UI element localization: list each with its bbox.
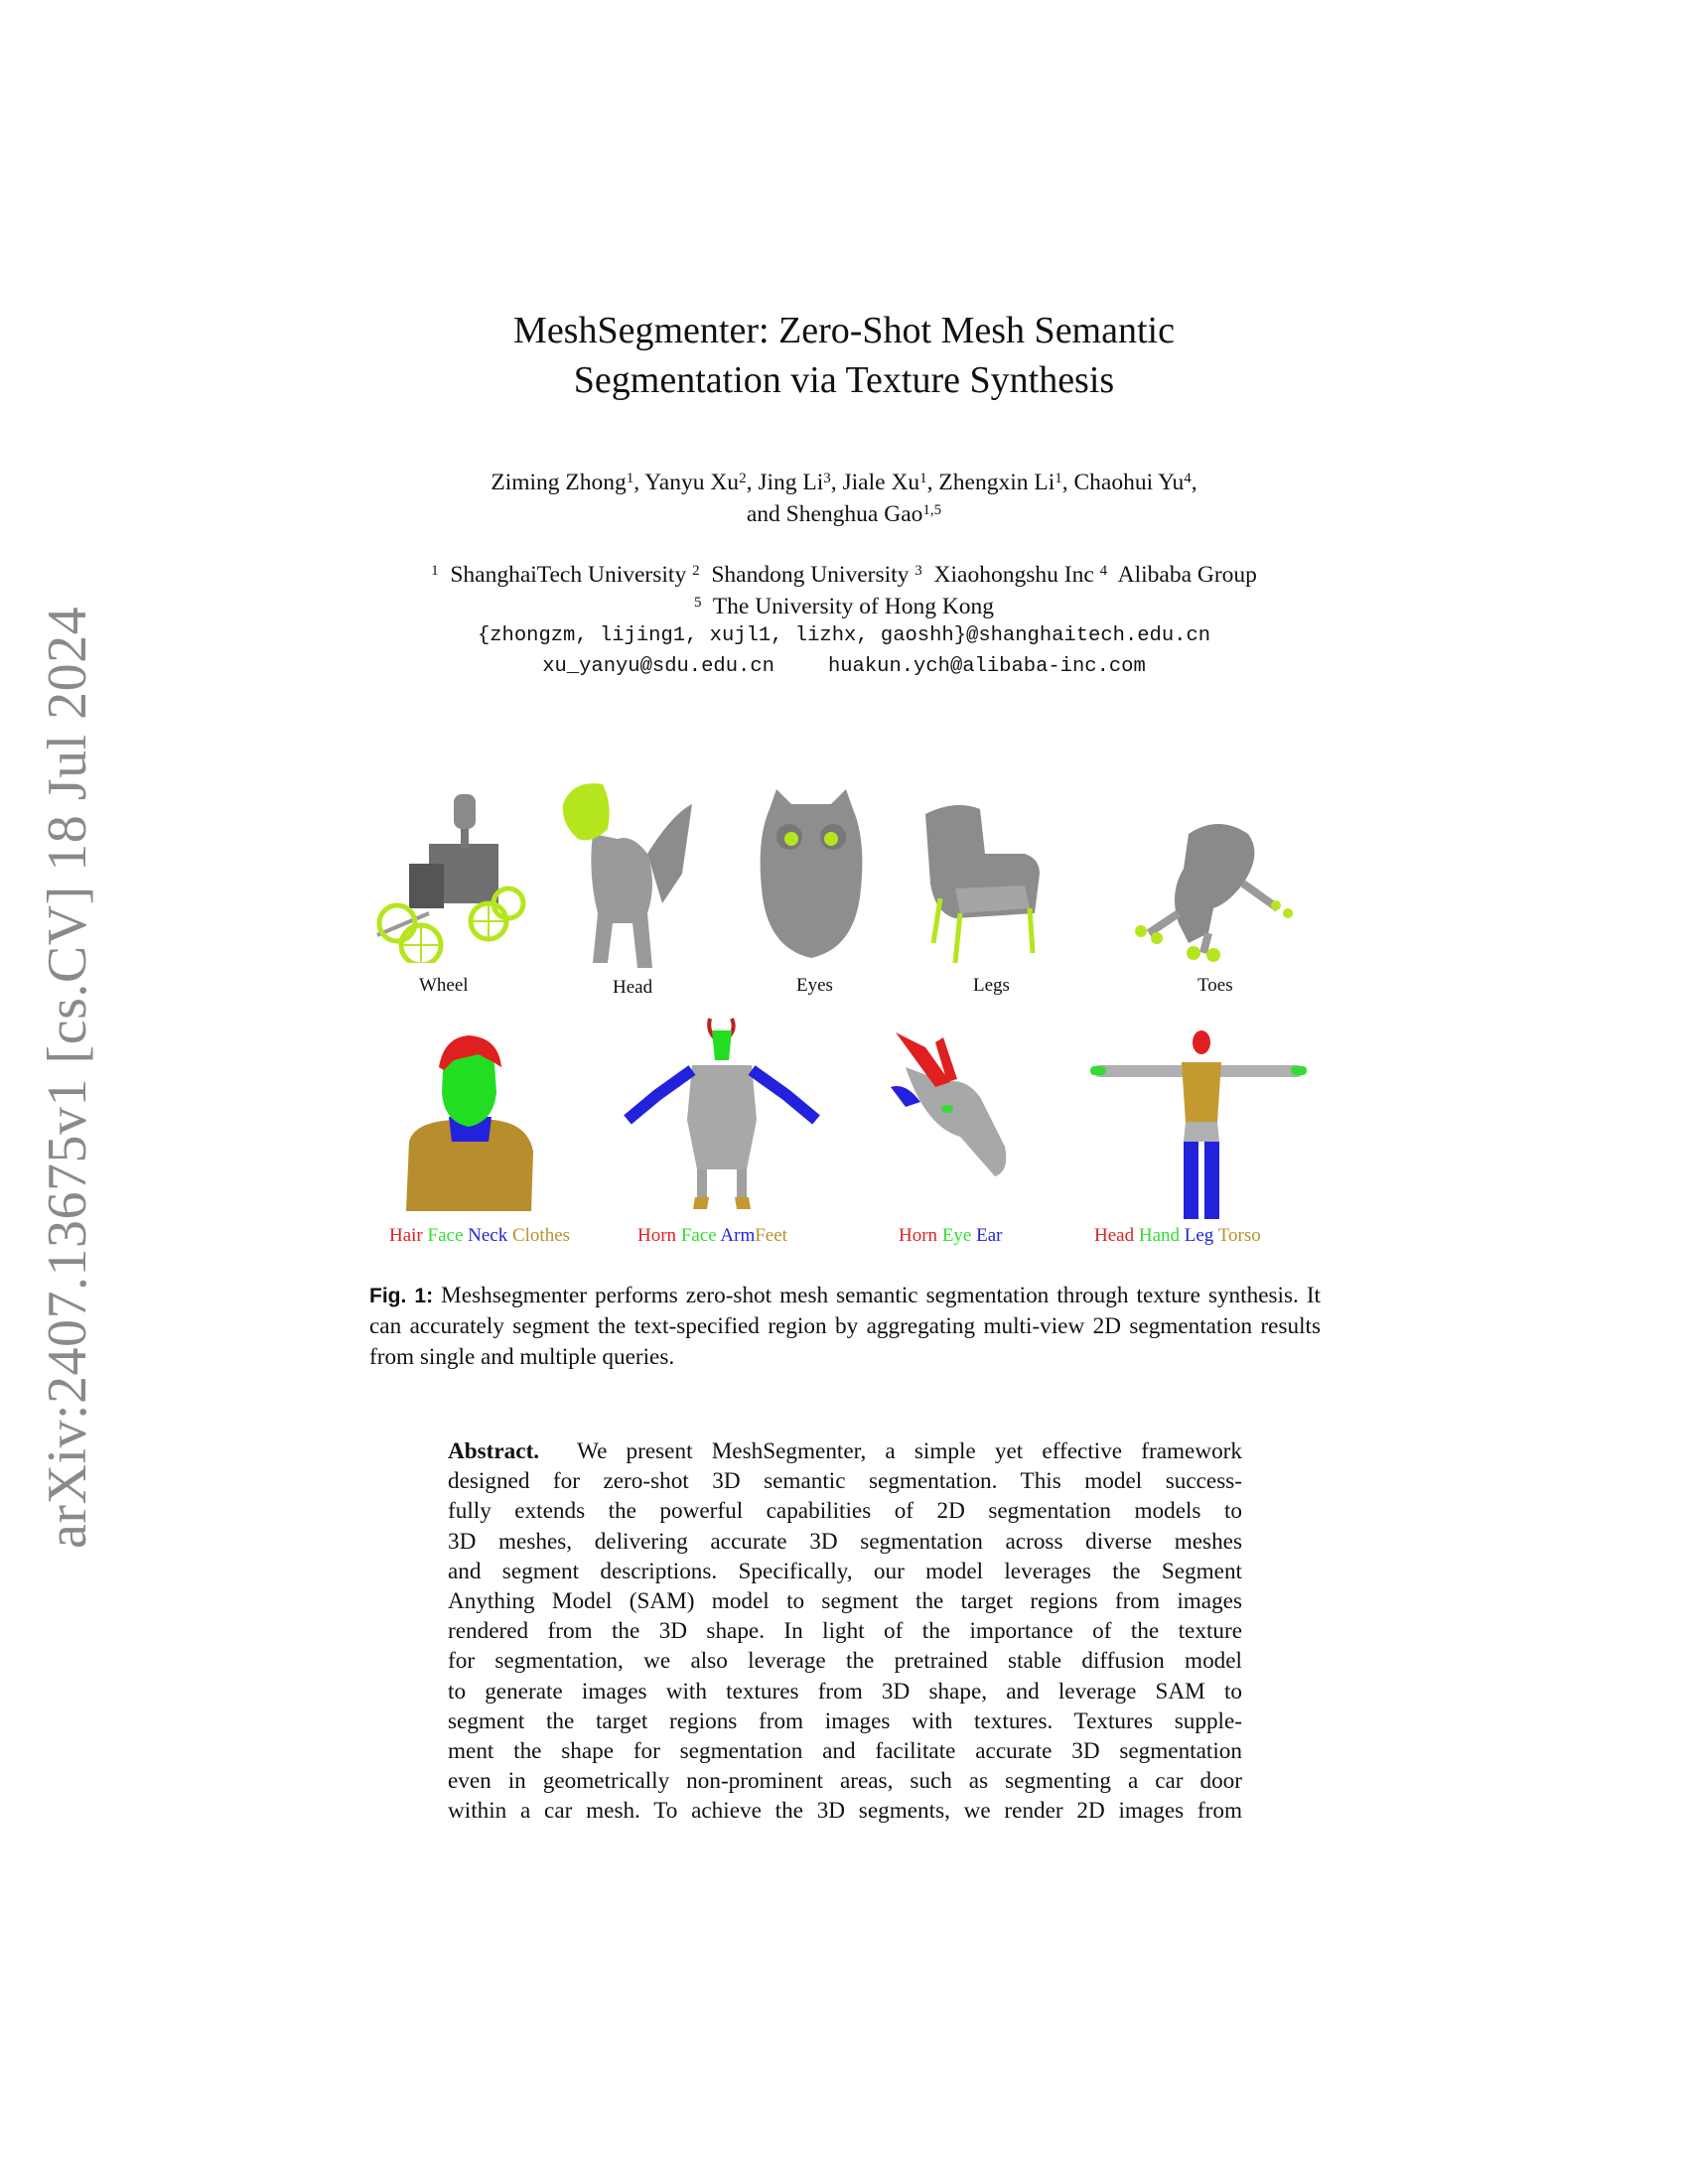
email-address[interactable]: huakun.ych@alibaba-inc.com [827,655,1146,678]
abstract-line: Anything Model (SAM) model to segment the target regions from images [448,1588,1242,1615]
abstract-line: and segment descriptions. Specifically, our model leverages the Segment [448,1558,1242,1584]
figure-image-bust [394,1032,543,1216]
segment-label: Ear [976,1225,1003,1246]
author-affiliation-mark: 1 [1055,471,1062,486]
author-affiliation-mark: 1 [626,471,634,486]
email-list [0,620,1688,682]
segment-label: Hand [1138,1225,1180,1246]
affiliation-number: 1 [431,563,439,579]
abstract-line: designed for zero-shot 3D semantic segmentation. This model success- [448,1468,1242,1495]
abstract-line: ment the shape for segmentation and facilitate accurate 3D segmentation [448,1738,1242,1765]
author-name: Yanyu Xu [644,470,740,495]
affiliation-number: 5 [693,595,702,611]
affiliation-name: Xiaohongshu Inc [933,562,1094,588]
figure-image-minotaur [608,1011,836,1214]
abstract-heading: Abstract. [448,1438,540,1464]
abstract-line: within a car mesh. To achieve the 3D segments, we render 2D images from [448,1798,1242,1825]
email-address[interactable]: xu_yanyu@sdu.edu.cn [542,655,774,678]
affiliation-name: Alibaba Group [1117,562,1257,588]
figure-label: Toes [1197,975,1233,996]
affiliation-list [0,559,1688,622]
segment-label: Face [427,1225,464,1246]
author-conjunction: and [746,501,780,527]
figure-label: Wheel [419,975,469,996]
figure-label-group [637,1225,787,1247]
author-affiliation-mark: 1,5 [922,502,942,518]
figure-label: Head [613,977,653,998]
figure-caption [369,1281,1321,1373]
figure-image-frog [1129,814,1298,963]
arxiv-identifier-stamp: arXiv:2407.13675v1 [cs.CV] 18 Jul 2024 [37,606,98,1549]
segment-label: Neck [468,1225,508,1246]
segment-label: Torso [1217,1225,1261,1246]
abstract-line: segment the target regions from images with textures. Textures supple- [448,1707,1242,1734]
figure-image-carriage [369,774,548,963]
figure-image-owl [742,779,881,968]
segment-label: Horn [899,1225,938,1246]
author-affiliation-mark: 3 [823,471,831,486]
paper-title [0,306,1688,405]
author-line-2 [0,498,1688,530]
author-name: Ziming Zhong [491,470,627,495]
affiliation-line-2 [0,591,1688,622]
abstract-line: fully extends the powerful capabilities of 2D segmentation models to [448,1498,1242,1525]
affiliation-name: Shandong University [711,562,910,588]
caption-label: Fig. 1: [369,1285,434,1307]
author-name: Zhengxin Li [938,470,1055,495]
figure-label-group [899,1225,1002,1247]
segment-label: Face [680,1225,717,1246]
affiliation-name: ShanghaiTech University [450,562,687,588]
abstract-line-text: We present MeshSegmenter, a simple yet effective framework [577,1438,1242,1464]
author-name: Shenghua Gao [785,501,923,527]
segment-label: Arm [720,1225,756,1246]
figure-image-dragon [553,774,717,973]
segment-label: Hair [389,1225,423,1246]
abstract [448,1436,1242,1827]
email-line-1[interactable]: {zhongzm, lijing1, xujl1, lizhx, gaoshh}@shanghaitech.edu.cn [477,624,1211,647]
author-affiliation-mark: 1 [919,471,927,486]
email-line-2 [0,651,1688,682]
title-line-2: Segmentation via Texture Synthesis [573,359,1115,401]
author-name: Jing Li [758,470,824,495]
figure-image-human [1084,1027,1313,1226]
segment-label: Feet [755,1225,787,1246]
abstract-line: 3D meshes, delivering accurate 3D segmentation across diverse meshes [448,1528,1242,1555]
abstract-line: to generate images with textures from 3D shape, and leverage SAM to [448,1678,1242,1705]
figure-label: Legs [973,975,1010,996]
abstract-line: rendered from the 3D shape. In light of the importance of the texture [448,1618,1242,1645]
caption-text: Meshsegmenter performs zero-shot mesh semantic segmentation through texture synthesis. It can accurately segment the text-specified region by aggregating multi-view 2D segmentation results from single and multiple queries. [369,1283,1321,1370]
author-name: Jiale Xu [842,470,920,495]
segment-label: Clothes [511,1225,571,1246]
abstract-line: even in geometrically non-prominent areas, such as segmenting a car door [448,1768,1242,1795]
figure-1 [369,754,1323,1251]
segment-label: Eye [941,1225,972,1246]
figure-label-group [389,1225,570,1247]
author-line-1: Ziming Zhong$^1$, Yanyu Xu$^2$, Jing Li$^3$, Jiale Xu$^1$, Zhengxin Li$^1$, Chaohui Yu$^4$, [491,470,1197,495]
affiliation-number: 3 [914,563,922,579]
author-name: Chaohui Yu [1073,470,1185,495]
segment-label: Head [1094,1225,1135,1246]
author-affiliation-mark: 2 [739,471,747,486]
figure-image-chair [915,794,1055,968]
affiliation-number: 2 [692,563,700,579]
segment-label: Horn [637,1225,677,1246]
affiliation-name: The University of Hong Kong [712,594,995,619]
figure-image-goat [886,1027,1015,1191]
segment-label: Leg [1184,1225,1214,1246]
abstract-line [448,1436,1242,1466]
title-line-1: MeshSegmenter: Zero-Shot Mesh Semantic [513,310,1175,351]
figure-label: Eyes [796,975,833,996]
affiliation-number: 4 [1099,563,1108,579]
abstract-line: for segmentation, we also leverage the pretrained stable diffusion model [448,1648,1242,1675]
author-list [0,467,1688,530]
figure-label-group [1094,1225,1261,1247]
affiliation-line-1 [0,559,1688,591]
author-affiliation-mark: 4 [1184,471,1192,486]
